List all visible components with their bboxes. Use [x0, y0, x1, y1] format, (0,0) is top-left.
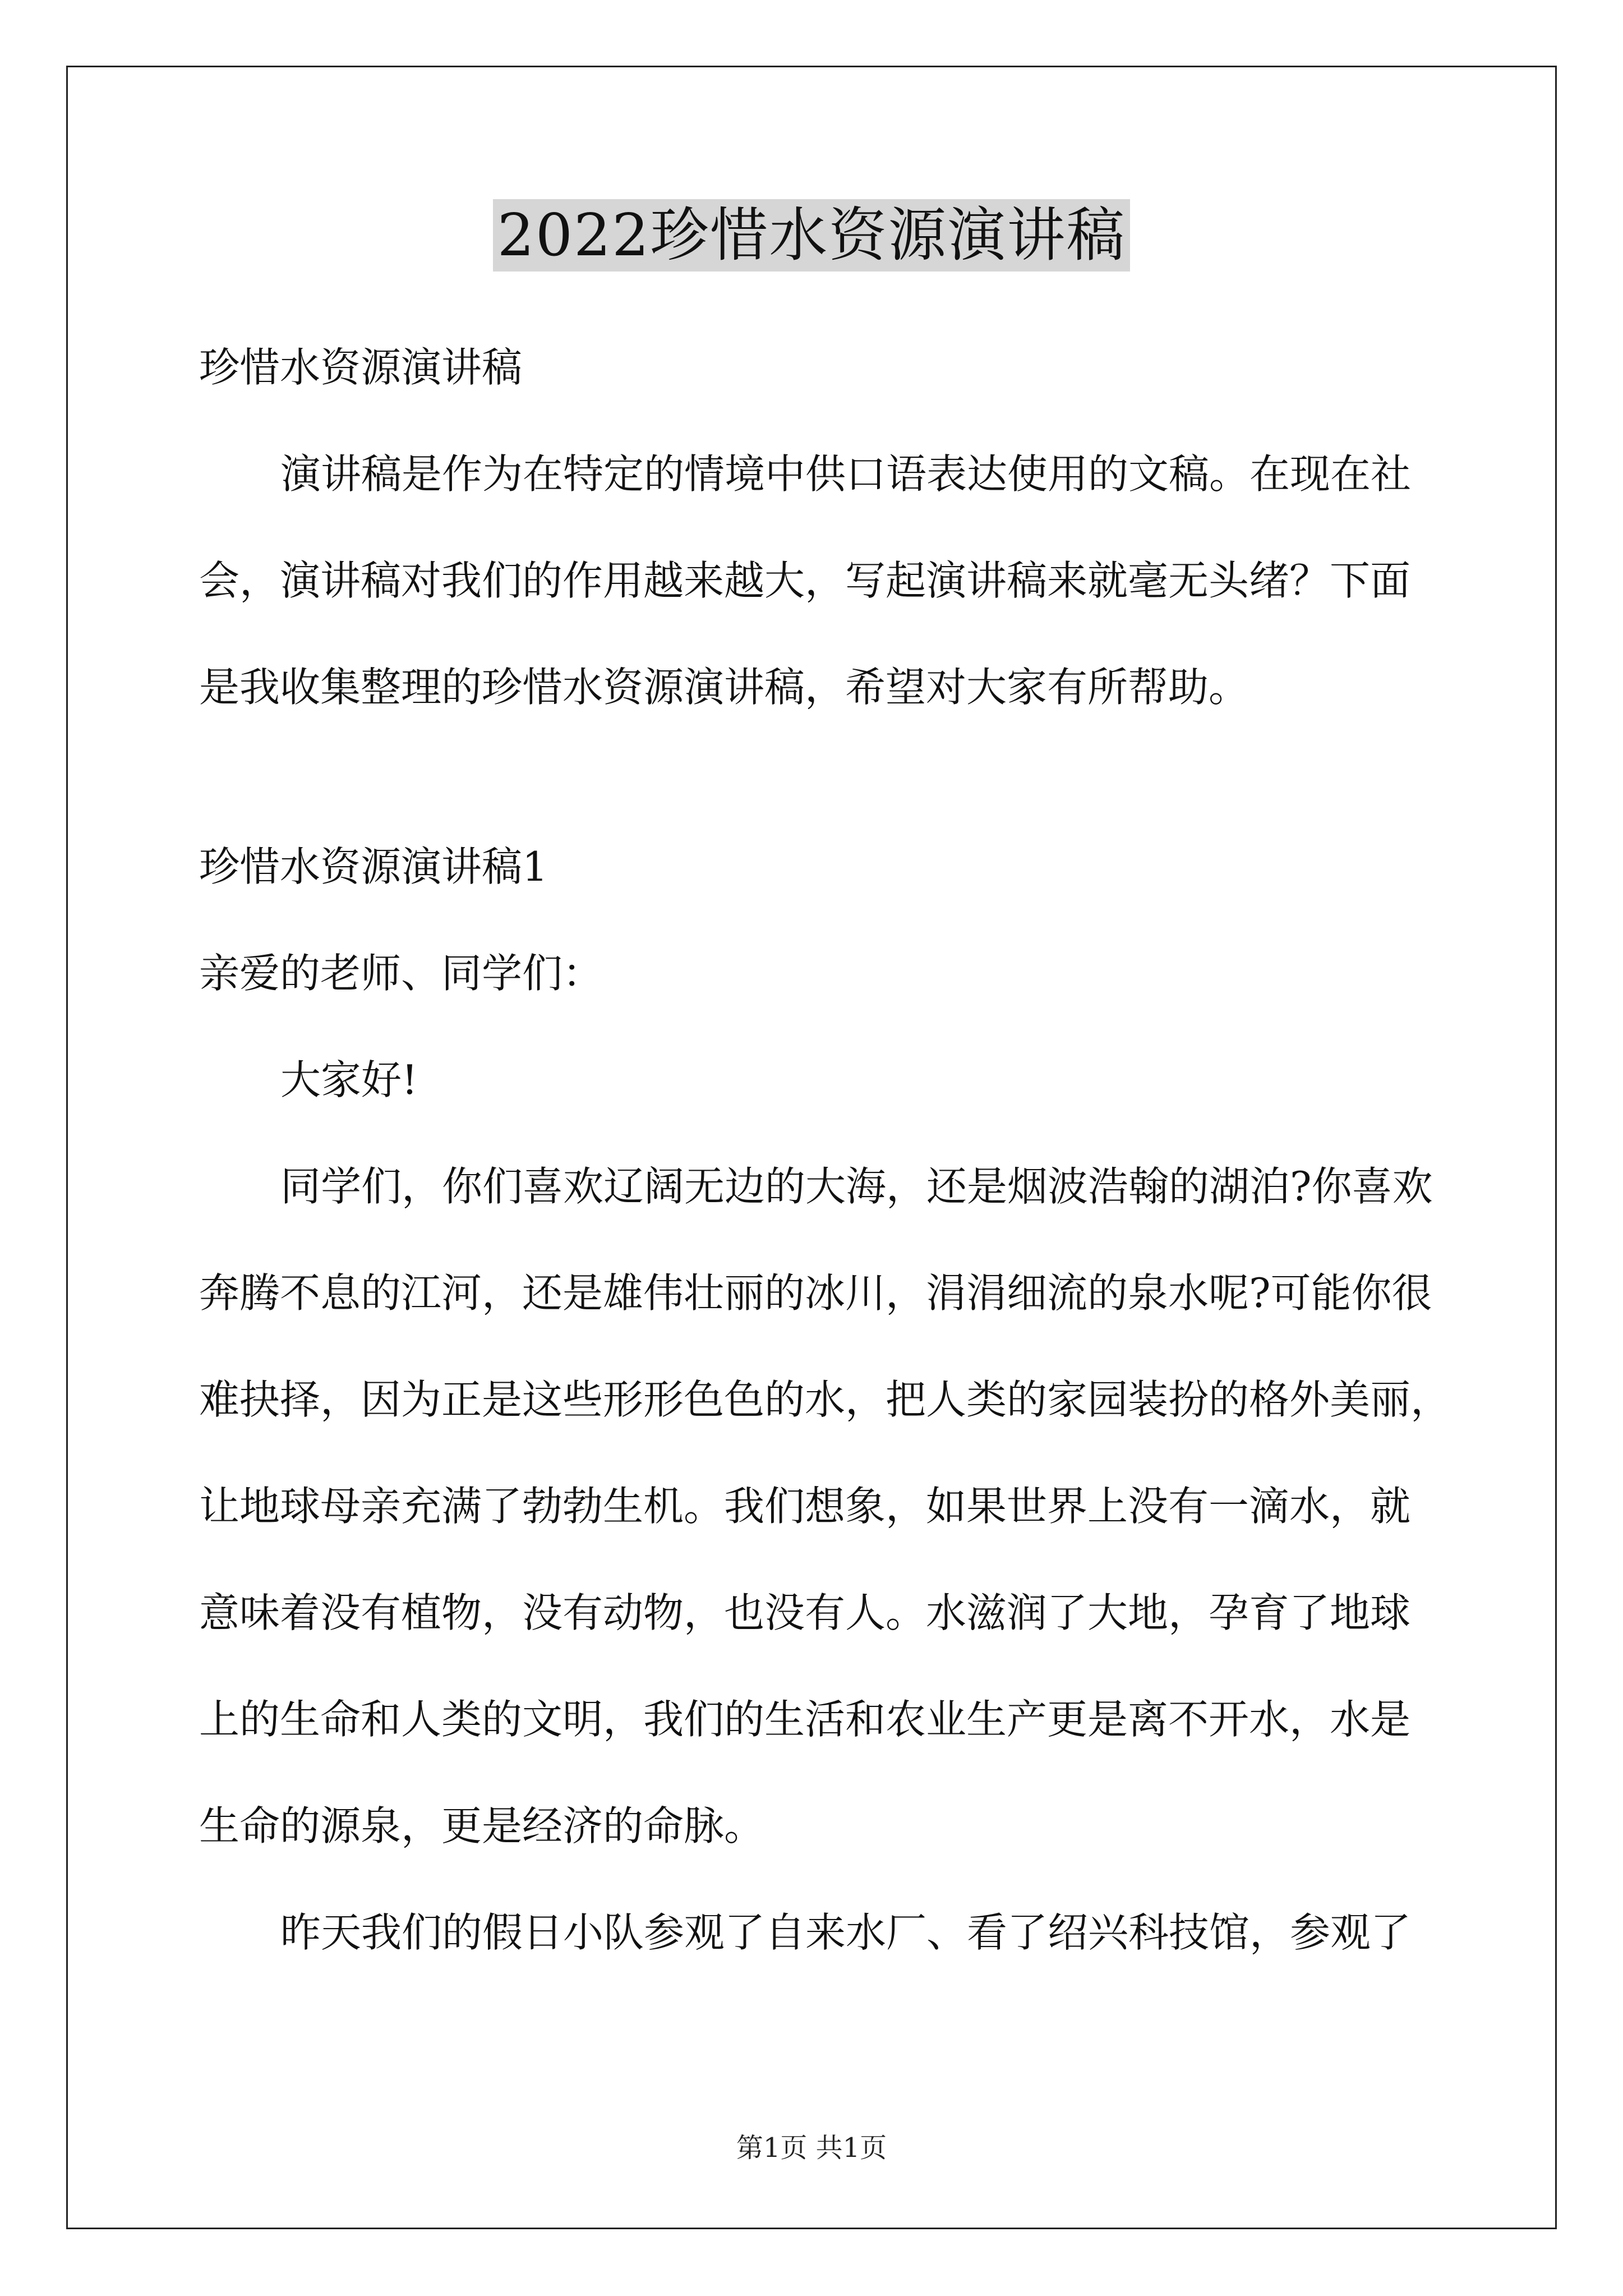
section-heading: 珍惜水资源演讲稿1	[199, 843, 548, 890]
page-footer: 第1页 共1页	[736, 2132, 887, 2164]
paragraph-line: 昨天我们的假日小队参观了自来水厂、看了绍兴科技馆，参观了	[280, 1909, 1412, 1956]
intro-line: 演讲稿是作为在特定的情境中供口语表达使用的文稿。在现在社	[280, 450, 1412, 498]
salutation: 亲爱的老师、同学们：	[199, 950, 603, 997]
subtitle: 珍惜水资源演讲稿	[199, 344, 523, 391]
document-body	[199, 314, 1450, 1986]
paragraph-line: 上的生命和人类的文明，我们的生活和农业生产更是离不开水，水是	[199, 1696, 1411, 1743]
paragraph-line: 同学们，你们喜欢辽阔无边的大海，还是烟波浩翰的湖泊?你喜欢	[280, 1163, 1433, 1210]
paragraph-line: 奔腾不息的江河，还是雄伟壮丽的冰川，涓涓细流的泉水呢?可能你很	[199, 1269, 1432, 1317]
greeting: 大家好!	[280, 1056, 418, 1103]
intro-line: 是我收集整理的珍惜水资源演讲稿，希望对大家有所帮助。	[199, 664, 1249, 711]
paragraph-line: 生命的源泉，更是经济的命脉。	[199, 1802, 765, 1849]
intro-line: 会，演讲稿对我们的作用越来越大，写起演讲稿来就毫无头绪？下面	[199, 557, 1411, 604]
title-area	[0, 199, 1623, 272]
paragraph-line: 让地球母亲充满了勃勃生机。我们想象，如果世界上没有一滴水，就	[199, 1483, 1411, 1530]
document-title: 2022珍惜水资源演讲稿	[493, 199, 1131, 272]
paragraph-line: 意味着没有植物，没有动物，也没有人。水滋润了大地，孕育了地球	[199, 1589, 1411, 1636]
paragraph-line: 难抉择，因为正是这些形形色色的水，把人类的家园装扮的格外美丽，	[199, 1376, 1451, 1423]
spacer	[199, 740, 1450, 813]
